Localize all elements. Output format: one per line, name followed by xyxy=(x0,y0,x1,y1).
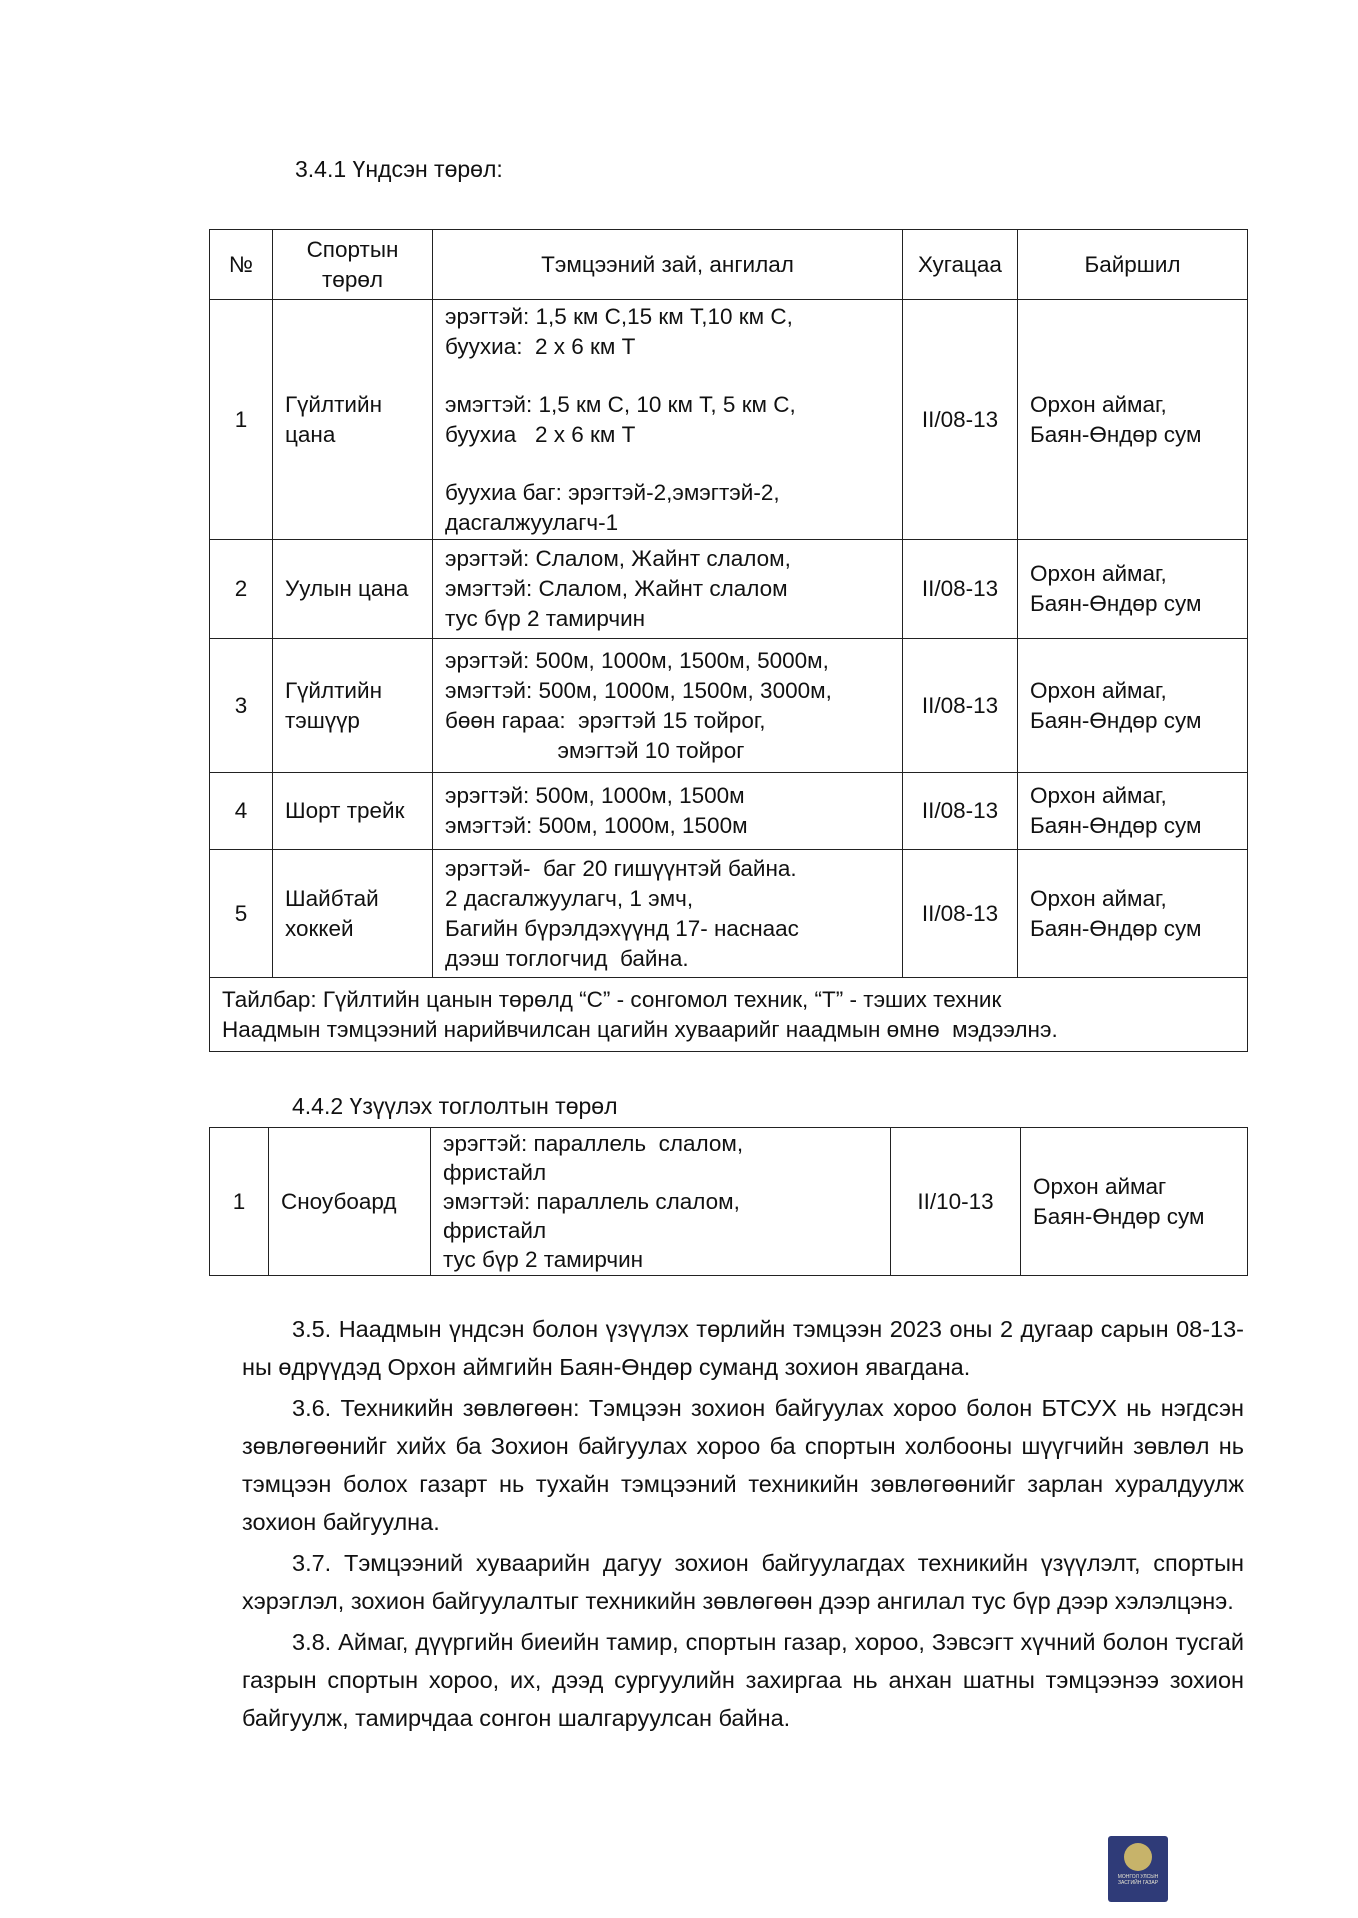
row-details: эрэгтэй: 500м, 1000м, 1500м эмэгтэй: 500м, 1000м, 1500м xyxy=(433,773,903,850)
row-location: Орхон аймаг, Баян-Өндөр сум xyxy=(1018,639,1248,773)
table-row xyxy=(210,540,1248,639)
row-period: II/08-13 xyxy=(903,300,1018,540)
header-location: Байршил xyxy=(1018,230,1248,300)
header-period: Хугацаа xyxy=(903,230,1018,300)
body-paragraphs xyxy=(242,1310,1244,1737)
table-row xyxy=(210,850,1248,978)
demo-no: 1 xyxy=(210,1128,269,1276)
paragraph-3-6: 3.6. Техникийн зөвлөгөөн: Тэмцээн зохион байгуулах хороо болон БТСУХ нь нэгдсэн зөвлөгөөнийг хийх ба Зохион байгуулах хороо ба спортын холбооны шүүгчийн зөвлөл нь тэмцээн болох газарт нь тухайн тэмцээний техникийн зөвлөгөөнийг зарлан хуралдуулж зохион байгуулна. xyxy=(242,1395,1244,1535)
row-period: II/08-13 xyxy=(903,540,1018,639)
row-no: 3 xyxy=(210,639,273,773)
table-row xyxy=(210,300,1248,540)
table-row xyxy=(210,639,1248,773)
row-location: Орхон аймаг, Баян-Өндөр сум xyxy=(1018,540,1248,639)
row-sport: Гүйлтийн цана xyxy=(273,300,433,540)
demo-events-table xyxy=(209,1127,1248,1276)
table-row xyxy=(210,1128,1248,1276)
row-period: II/08-13 xyxy=(903,850,1018,978)
table-note-row xyxy=(210,978,1248,1052)
row-sport: Шорт трейк xyxy=(273,773,433,850)
header-details: Тэмцээний зай, ангилал xyxy=(433,230,903,300)
row-location: Орхон аймаг, Баян-Өндөр сум xyxy=(1018,300,1248,540)
row-details: эрэгтэй: 1,5 км С,15 км Т,10 км С, буухиа: 2 х 6 км Т эмэгтэй: 1,5 км С, 10 км Т, 5 км С, буухиа 2 х 6 км Т буухиа баг: эрэгтэй-2,эмэгтэй-2, дасгалжуулагч-1 xyxy=(433,300,903,540)
table-header-row xyxy=(210,230,1248,300)
row-sport: Шайбтай хоккей xyxy=(273,850,433,978)
row-details: эрэгтэй: 500м, 1000м, 1500м, 5000м, эмэгтэй: 500м, 1000м, 1500м, 3000м, бөөн гараа: эрэгтэй 15 тойрог, эмэгтэй 10 тойрог xyxy=(433,639,903,773)
row-sport: Уулын цана xyxy=(273,540,433,639)
section-demo-title: 4.4.2 Үзүүлэх тоглолтын төрөл xyxy=(292,1093,618,1119)
paragraph-3-8: 3.8. Аймаг, дүүргийн биеийн тамир, спортын газар, хороо, Зэвсэгт хүчний болон тусгай газрын спортын хороо, их, дээд сургуулийн захиргаа нь анхан шатны тэмцээнээ зохион байгуулж, тамирчдаа сонгон шалгаруулсан байна. xyxy=(242,1629,1244,1731)
row-no: 2 xyxy=(210,540,273,639)
table-row xyxy=(210,773,1248,850)
row-sport: Гүйлтийн тэшүүр xyxy=(273,639,433,773)
demo-details: эрэгтэй: параллель слалом, фристайл эмэгтэй: параллель слалом, фристайл тус бүр 2 тамирчин xyxy=(431,1128,891,1276)
header-no: № xyxy=(210,230,273,300)
row-period: II/08-13 xyxy=(903,639,1018,773)
row-no: 1 xyxy=(210,300,273,540)
row-location: Орхон аймаг, Баян-Өндөр сум xyxy=(1018,850,1248,978)
row-details: эрэгтэй: Слалом, Жайнт слалом, эмэгтэй: Слалом, Жайнт слалом тус бүр 2 тамирчин xyxy=(433,540,903,639)
row-no: 4 xyxy=(210,773,273,850)
demo-location: Орхон аймаг Баян-Өндөр сум xyxy=(1021,1128,1248,1276)
demo-period: II/10-13 xyxy=(891,1128,1021,1276)
row-no: 5 xyxy=(210,850,273,978)
government-seal-logo xyxy=(1108,1836,1168,1902)
soyombo-emblem-icon xyxy=(1124,1843,1152,1871)
demo-sport: Сноубоард xyxy=(269,1128,431,1276)
seal-text: МОНГОЛ УЛСЫН ЗАСГИЙН ГАЗАР xyxy=(1117,1874,1159,1886)
paragraph-3-7: 3.7. Тэмцээний хуваарийн дагуу зохион байгуулагдах техникийн үзүүлэлт, спортын хэрэглэл, зохион байгуулалтыг техникийн зөвлөгөөн дээр ангилал тус бүр дээр хэлэлцэнэ. xyxy=(242,1550,1244,1614)
section-main-title: 3.4.1 Үндсэн төрөл: xyxy=(295,156,503,182)
table-note: Тайлбар: Гүйлтийн цанын төрөлд “С” - сонгомол техник, “Т” - тэших техник Наадмын тэмцээний нарийвчилсан цагийн хуваарийг наадмын өмнө мэдээлнэ. xyxy=(210,978,1248,1052)
paragraph-3-5: 3.5. Наадмын үндсэн болон үзүүлэх төрлийн тэмцээн 2023 оны 2 дугаар сарын 08-13-ны өдрүүдэд Орхон аймгийн Баян-Өндөр суманд зохион явагдана. xyxy=(242,1316,1244,1380)
row-details: эрэгтэй- баг 20 гишүүнтэй байна. 2 дасгалжуулагч, 1 эмч, Багийн бүрэлдэхүүнд 17- наснаас дээш тоглогчид байна. xyxy=(433,850,903,978)
row-location: Орхон аймаг, Баян-Өндөр сум xyxy=(1018,773,1248,850)
row-period: II/08-13 xyxy=(903,773,1018,850)
main-events-table xyxy=(209,229,1248,1052)
header-sport: Спортын төрөл xyxy=(273,230,433,300)
